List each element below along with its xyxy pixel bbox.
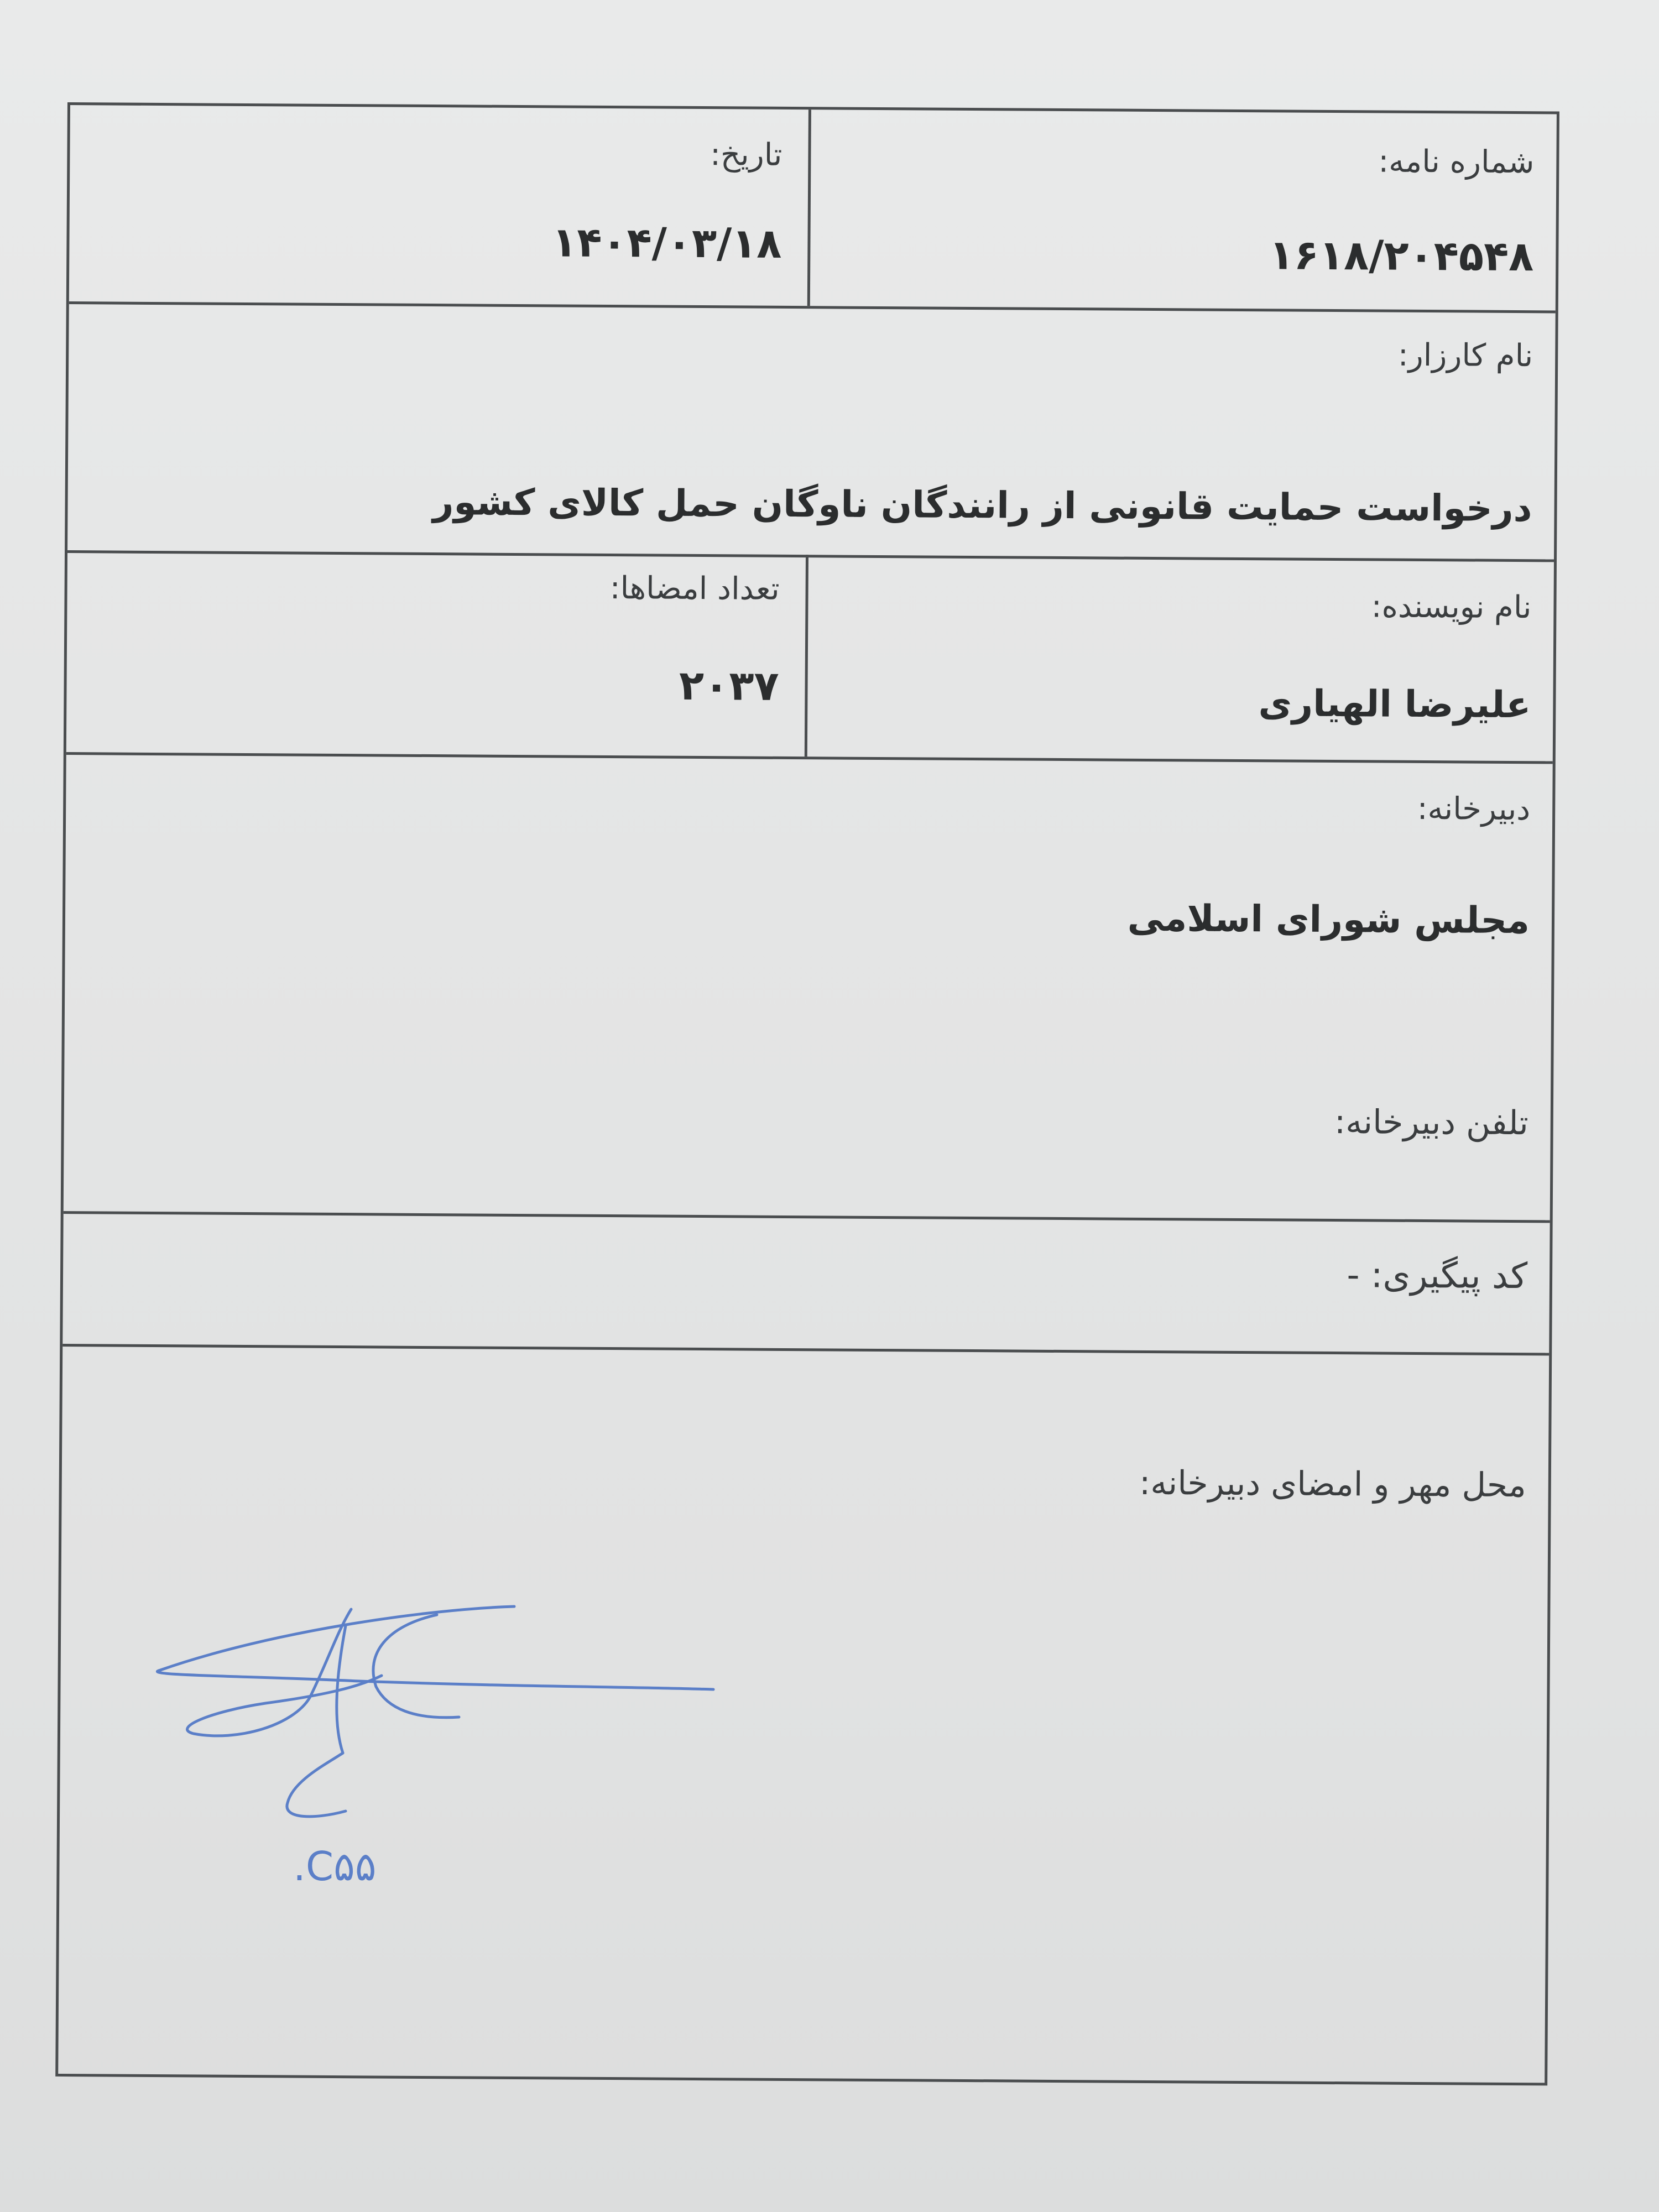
author-name: علیرضا الهیاری xyxy=(1258,682,1531,727)
secretariat-name: مجلس شورای اسلامی xyxy=(1127,896,1530,942)
tracking-code: کد پیگیری: - xyxy=(1347,1255,1528,1297)
row-divider xyxy=(69,301,1556,313)
column-divider xyxy=(805,555,808,757)
secretariat-label: دبیرخانه: xyxy=(1417,790,1531,828)
row-divider xyxy=(66,752,1553,764)
stamp-signature-label: محل مهر و امضای دبیرخانه: xyxy=(1139,1463,1526,1505)
letter-number-label: شماره نامه: xyxy=(1378,143,1535,181)
author-label: نام نویسنده: xyxy=(1371,588,1532,626)
row-divider xyxy=(64,1211,1550,1223)
signatures-count-label: تعداد امضاها: xyxy=(609,570,780,607)
handwritten-signature xyxy=(127,1593,747,1902)
campaign-title: درخواست حمایت قانونی از رانندگان ناوگان حمل کالای کشور xyxy=(432,481,1532,530)
secretariat-phone-label: تلفن دبیرخانه: xyxy=(1334,1103,1528,1143)
campaign-label: نام کارزار: xyxy=(1397,337,1533,374)
letter-number-value: ۱۶۱۸/۲۰۴۵۴۸ xyxy=(1269,231,1534,281)
row-divider xyxy=(67,550,1554,562)
column-divider xyxy=(807,109,811,306)
signatures-count-value: ۲۰۳۷ xyxy=(679,661,779,710)
row-divider xyxy=(62,1344,1549,1355)
date-value: ۱۴۰۴/۰۳/۱۸ xyxy=(551,218,782,268)
handwritten-note: .C۵۵ xyxy=(293,1843,377,1890)
date-label: تاریخ: xyxy=(709,137,782,173)
